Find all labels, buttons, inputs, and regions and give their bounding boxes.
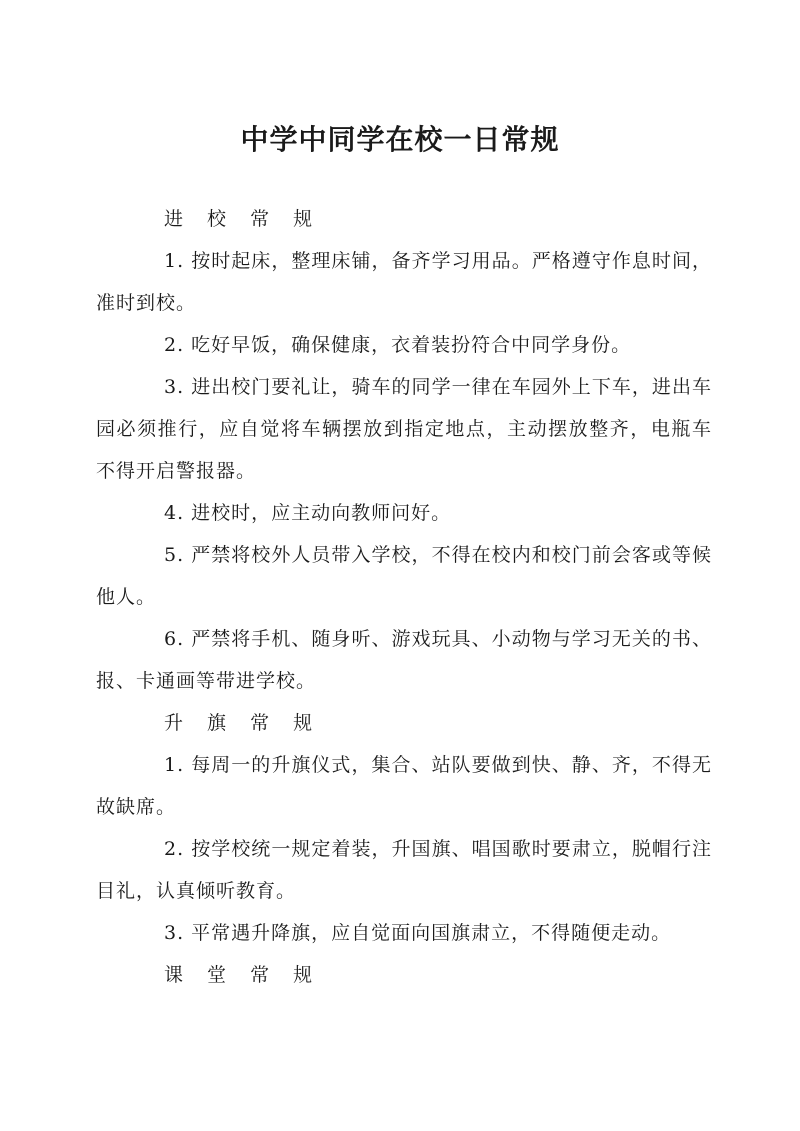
section-heading-flag: 升 旗 常 规 <box>164 712 322 734</box>
section-heading-entry: 进 校 常 规 <box>164 208 322 230</box>
section-heading-classroom: 课 堂 常 规 <box>164 964 322 986</box>
rule-entry-3: 3. 进出校门要礼让，骑车的同学一律在车园外上下车，进出车园必须推行，应自觉将车辆摆放到指定地点，主动摆放整齐，电瓶车不得开启警报器。 <box>96 376 712 482</box>
rule-entry-6: 6. 严禁将手机、随身听、游戏玩具、小动物与学习无关的书、报、卡通画等带进学校。 <box>96 628 712 692</box>
rule-entry-2: 2. 吃好早饭，确保健康，衣着装扮符合中同学身份。 <box>164 334 632 356</box>
rule-flag-3: 3. 平常遇升降旗，应自觉面向国旗肃立，不得随便走动。 <box>164 922 672 944</box>
page-title: 中学中同学在校一日常规 <box>240 123 560 156</box>
rule-entry-4: 4. 进校时，应主动向教师问好。 <box>164 502 452 524</box>
rule-flag-2: 2. 按学校统一规定着装，升国旗、唱国歌时要肃立，脱帽行注目礼，认真倾听教育。 <box>96 838 712 902</box>
document-body <box>96 198 712 996</box>
rule-entry-1: 1. 按时起床，整理床铺，备齐学习用品。严格遵守作息时间，准时到校。 <box>96 250 712 314</box>
rule-flag-1: 1. 每周一的升旗仪式，集合、站队要做到快、静、齐，不得无故缺席。 <box>96 754 712 818</box>
rule-entry-5: 5. 严禁将校外人员带入学校，不得在校内和校门前会客或等候他人。 <box>96 544 712 608</box>
